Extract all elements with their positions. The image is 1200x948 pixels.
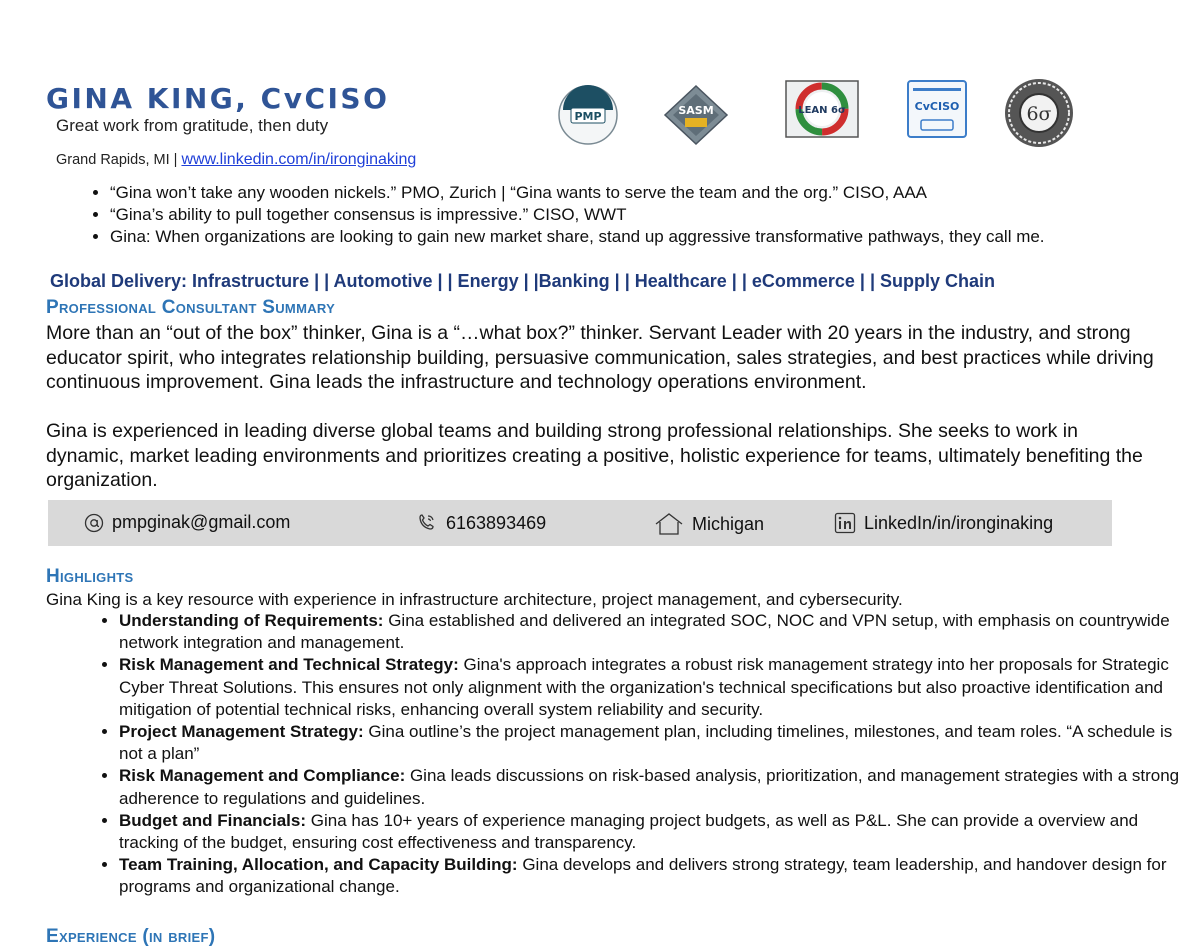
six-sigma-seal-icon	[1001, 78, 1077, 148]
contact-phone[interactable]	[416, 512, 546, 534]
email-text: pmpginak@gmail.com	[112, 512, 291, 532]
list-item: • Gina: When organizations are looking to gain new market share, stand up aggressive transformative pathways, they call me.	[110, 226, 1200, 248]
list-item: • “Gina’s ability to pull together consensus is impressive.” CISO, WWT	[110, 204, 1200, 226]
lean-badge-text: LEAN 6σ	[798, 105, 846, 116]
contact-location	[654, 512, 764, 536]
linkedin-icon	[834, 512, 856, 534]
linkedin-link[interactable]: www.linkedin.com/in/ironginaking	[181, 151, 417, 168]
highlight-text: Gina develops and delivers strong strategy, team leadership, and handover design for programs and organizational change.	[119, 855, 1167, 897]
location-text: Grand Rapids, MI |	[56, 152, 182, 168]
list-item	[119, 765, 1199, 809]
contact-linkedin[interactable]	[834, 512, 1053, 534]
highlight-label: Risk Management and Compliance:	[119, 766, 406, 786]
highlight-label: Project Management Strategy:	[119, 722, 364, 742]
highlights-list	[80, 610, 1199, 899]
testimonial-list	[72, 182, 1200, 248]
experience-title: Experience (in brief)	[46, 926, 216, 947]
home-icon	[654, 512, 684, 536]
sasm-badge-icon	[663, 84, 729, 146]
certification-badges	[555, 78, 1085, 148]
highlight-label: Team Training, Allocation, and Capacity Building:	[119, 855, 518, 875]
at-sign-icon	[84, 513, 104, 533]
contact-bar	[48, 500, 1112, 546]
highlight-text: Gina leads discussions on risk-based analysis, prioritization, and management strategies with a strong adherence to regulations and guidelines.	[119, 766, 1180, 808]
pmp-badge-text: PMP	[574, 110, 602, 123]
summary-body	[46, 321, 1156, 493]
highlight-label: Risk Management and Technical Strategy:	[119, 655, 459, 675]
summary-paragraph-2: Gina is experienced in leading diverse global teams and building strong professional relationships. She seeks to work in dynamic, market leading environments and prioritizes creating a positive, holistic experience for teams, ultimately benefiting the organization.	[46, 420, 1143, 491]
summary-title: Professional Consultant Summary	[46, 297, 336, 318]
cvciso-badge-text: CvCISO	[914, 100, 960, 113]
highlight-label: Budget and Financials:	[119, 810, 307, 830]
highlight-text: Gina outline’s the project management plan, including timelines, milestones, and team roles. “A schedule is not a plan”	[119, 722, 1173, 764]
industry-list: Global Delivery: Infrastructure | | Automotive | | Energy | |Banking | | Healthcare | | eCommerce | | Supply Chain	[50, 271, 995, 291]
highlight-text: Gina established and delivered an integrated SOC, NOC and VPN setup, with emphasis on countrywide network integration and management.	[119, 611, 1170, 653]
list-item: • “Gina won’t take any wooden nickels.” PMO, Zurich | “Gina wants to serve the team and the org.” CISO, AAA	[110, 182, 1200, 204]
highlight-text: Gina's approach integrates a robust risk management strategy into her proposals for Strategic Cyber Threat Solutions. This ensures not only alignment with the organization's technical specifications but also proactive identification and mitigation of potential technical risks, enhancing overall system reliability and security.	[119, 655, 1169, 719]
list-item	[119, 654, 1199, 721]
list-item	[119, 810, 1199, 854]
highlight-text: Gina has 10+ years of experience managing project budgets, as well as P&L. She can provide a overview and tracking of the budget, ensuring cost effectiveness and transparency.	[119, 810, 1139, 853]
location-state-text: Michigan	[692, 513, 765, 534]
highlight-label: Understanding of Requirements:	[119, 611, 384, 630]
highlights-title: Highlights	[46, 566, 134, 587]
phone-icon	[416, 512, 438, 534]
highlights-intro: Gina King is a key resource with experience in infrastructure architecture, project management, and cybersecurity.	[46, 590, 903, 609]
phone-text: 6163893469	[446, 512, 547, 533]
sasm-badge-text: SASM	[678, 104, 714, 117]
location-line	[56, 151, 416, 169]
summary-paragraph-1: More than an “out of the box” thinker, Gina is a “…what box?” thinker. Servant Leader with 20 years in the industry, and strong educator spirit, who integrates relationship building, persuasive communication, sales strategies, and best practices while driving continuous improvement. Gina leads the infrastructure and technology operations environment.	[46, 322, 1154, 393]
tagline: Great work from gratitude, then duty	[56, 116, 329, 135]
pmp-badge-icon	[557, 84, 619, 146]
six-sigma-seal-text: 6σ	[1026, 103, 1052, 125]
linkedin-text: LinkedIn/in/ironginaking	[864, 512, 1054, 533]
candidate-name: GINA KING, CvCISO	[46, 82, 390, 115]
cvciso-badge-icon	[907, 80, 967, 138]
list-item	[119, 854, 1199, 898]
list-item	[119, 610, 1199, 654]
list-item	[119, 721, 1199, 765]
lean-six-sigma-badge-icon	[785, 80, 859, 138]
contact-email[interactable]	[84, 512, 290, 533]
